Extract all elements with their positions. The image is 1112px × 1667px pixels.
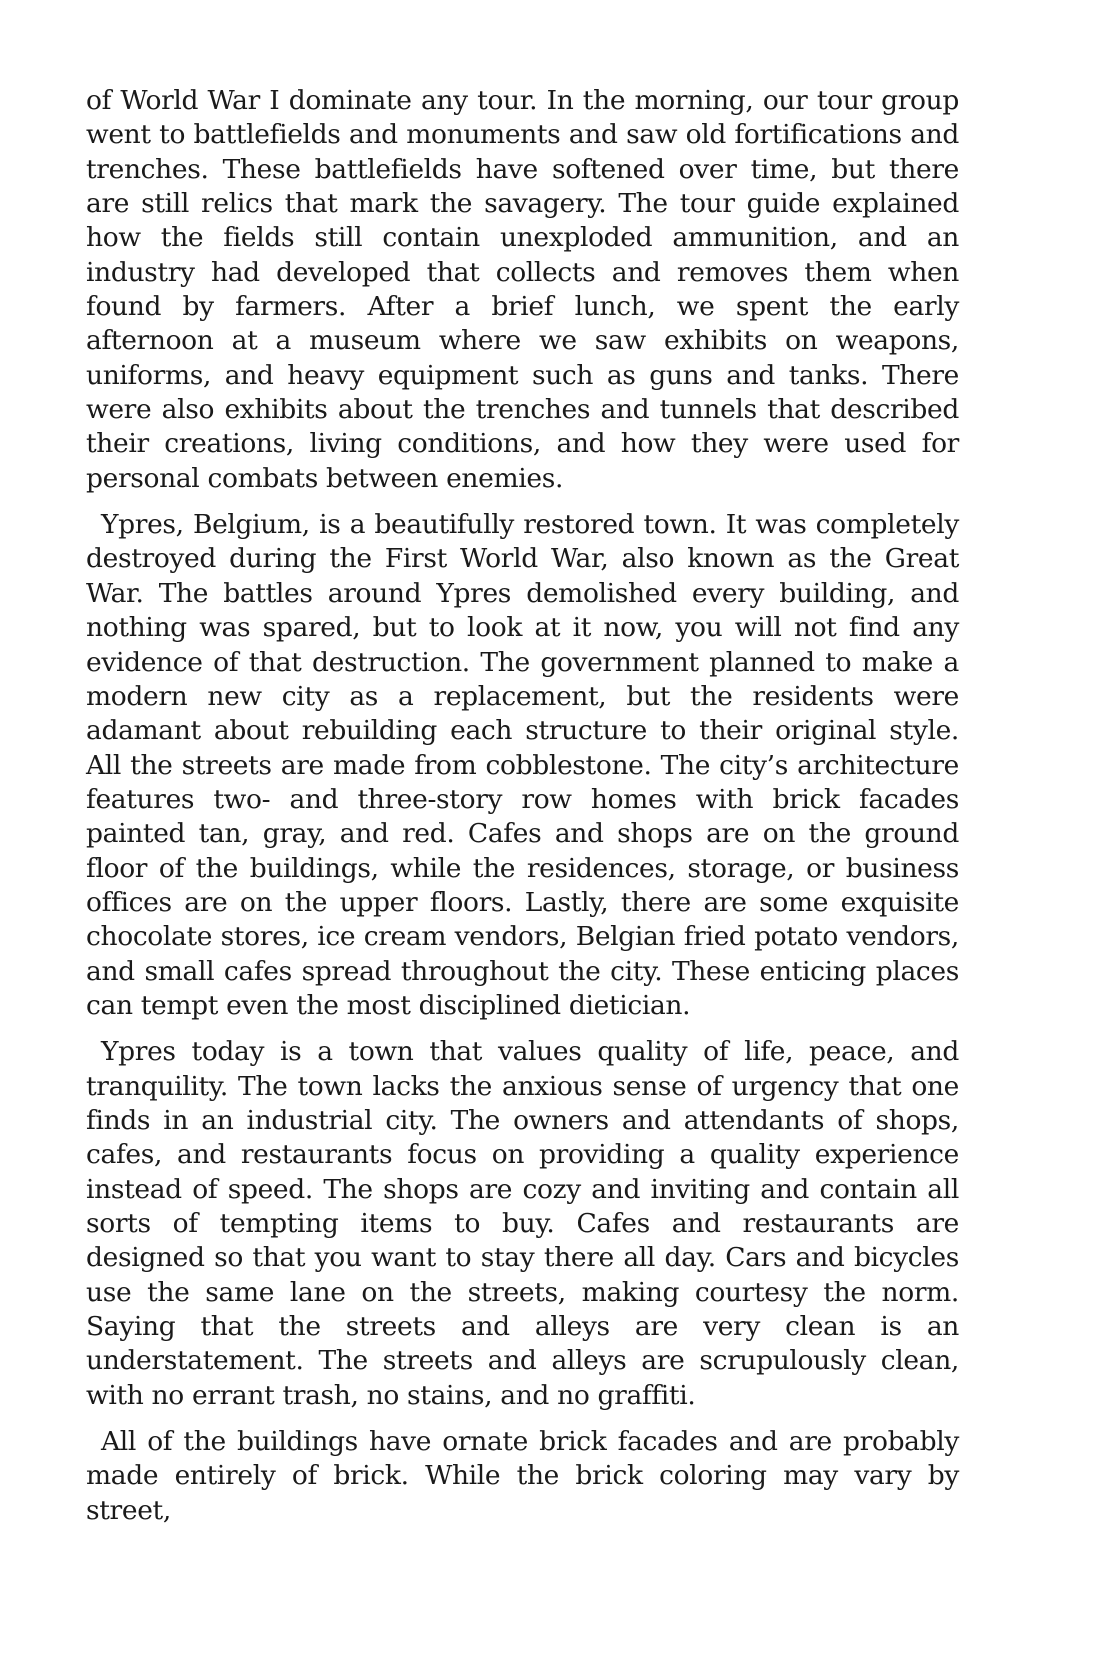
paragraph-ypres-restored: Ypres, Belgium, is a beautifully restored town. It was completely destroyed during the First World War, also known as the Great War. The battles around Ypres demolished every building, and nothing was spared, but to look at it now, you will not find any evidence of that destruction. The government planned to make a modern new city as a replacement, but the residents were adamant about rebuilding each structure to their original style. All the streets are made from cobblestone. The city’s architecture features two- and three-story row homes with brick facades painted tan, gray, and red. Cafes and shops are on the ground floor of the buildings, while the residences, storage, or business offices are on the upper floors. Lastly, there are some exquisite chocolate stores, ice cream vendors, Belgian fried potato vendors, and small cafes spread throughout the city. These enticing places can tempt even the most disciplined dietician. xyxy=(86,509,959,1021)
paragraph-brick-facades: All of the buildings have ornate brick facades and are probably made entirely of brick. While the brick coloring may vary by street, xyxy=(86,1426,959,1526)
paragraph-continued-tour: of World War I dominate any tour. In the morning, our tour group went to battlefields and monuments and saw old fortifications and trenches. These battlefields have softened over time, but there are still relics that mark the savagery. The tour guide explained how the fields still contain unexploded ammunition, and an industry had developed that collects and removes them when found by farmers. After a brief lunch, we spent the early afternoon at a museum where we saw exhibits on weapons, uniforms, and heavy equipment such as guns and tanks. There were also exhibits about the trenches and tunnels that described their creations, living conditions, and how they were used for personal combats between enemies. xyxy=(86,85,959,494)
book-page xyxy=(86,84,959,1540)
paragraph-ypres-today: Ypres today is a town that values quality of life, peace, and tranquility. The town lacks the anxious sense of urgency that one finds in an industrial city. The owners and attendants of shops, cafes, and restaurants focus on providing a quality experience instead of speed. The shops are cozy and inviting and contain all sorts of tempting items to buy. Cafes and restaurants are designed so that you want to stay there all day. Cars and bicycles use the same lane on the streets, making courtesy the norm. Saying that the streets and alleys are very clean is an understatement. The streets and alleys are scrupulously clean, with no errant trash, no stains, and no graffiti. xyxy=(86,1036,959,1411)
